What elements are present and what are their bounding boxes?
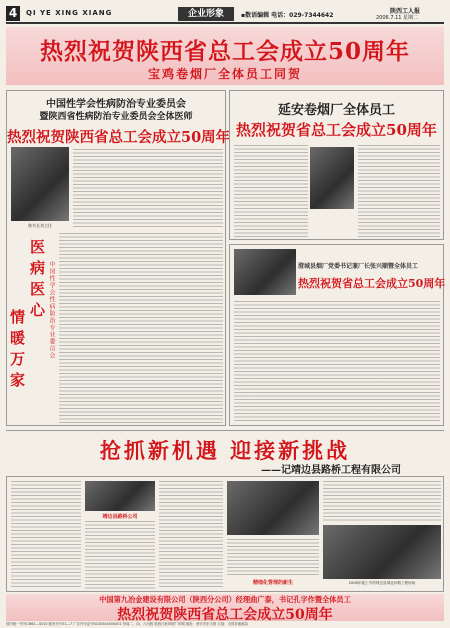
right1-title: 延安卷烟厂全体员工: [277, 103, 395, 118]
masthead: [6, 6, 444, 24]
construction-photo-2: [323, 525, 441, 579]
footer: 国内统一刊号CN61—0010 邮发代号51—7 广告许可证号6100004000001 每周二、四、六出版 陕西日报印刷厂印刷 地址：西安市东大街 订阅：全国各地邮局: [6, 622, 248, 626]
right1-body-left: [234, 145, 308, 237]
portrait-caption: 秘书长刘主任: [28, 223, 52, 228]
left-article: [6, 90, 231, 426]
right1-headline: 热烈祝贺省总工会成立50周年: [236, 121, 437, 139]
bottom-section: [6, 476, 444, 592]
paper-name: 陕西工人报: [390, 8, 421, 15]
bottom-col-5: [323, 481, 441, 521]
left-body-main: [59, 233, 223, 423]
right2-title: 澄城县烟厂党委书记兼厂长张兴顺暨全体员工: [298, 263, 419, 270]
left-body-top: [73, 149, 223, 229]
section-title: 企业形象: [178, 7, 234, 21]
bottom-banner-line1: 中国第九冶金建设有限公司（陕西分公司）经理曲广泰，书记孔字作暨全体员工: [99, 595, 351, 604]
middle-slogan: 抢抓新机遇 迎接新挑战: [99, 438, 351, 463]
portrait-photo: [11, 147, 69, 221]
right2-headline: 热烈祝贺省总工会成立50周年: [298, 277, 446, 290]
right2-body: [234, 301, 440, 423]
bottom-col-2: [85, 521, 155, 589]
bottom-col-3: [159, 481, 223, 589]
top-banner-headline: 热烈祝贺陕西省总工会成立50周年: [39, 38, 410, 65]
middle-banner: [6, 430, 444, 474]
left-headline: 热烈祝贺陕西省总工会成立50周年: [7, 129, 231, 146]
right-article-2: [229, 244, 444, 426]
inset-title: 靖边县路桥公司: [102, 514, 138, 520]
bottom-col-4: [227, 539, 319, 577]
bottom-banner-line2: 热烈祝贺陕西省总工会成立50周年: [117, 607, 333, 623]
bottom-col-1: [11, 481, 81, 589]
editor-phone: ▪数语编辑 电话：029-7344642: [241, 12, 334, 19]
right1-body-right: [358, 145, 440, 237]
vertical-side-text: 中国性学会性病防治专业委员会: [48, 261, 55, 359]
left-org-line2: 暨陕西省性病防治专业委员会全体医师: [39, 112, 193, 122]
vertical-slogan-1: 医病医心: [28, 239, 46, 323]
issue-date: 2006.7.11 星期二: [376, 15, 419, 21]
top-banner-subline: 宝鸡卷烟厂全体员工同贺: [147, 67, 302, 81]
caption-right: 2006年施工中的靖边县城北环路工程现场: [348, 581, 416, 585]
factory-photo: [234, 249, 296, 295]
inset-photo: [85, 481, 155, 511]
left-org-line1: 中国性学会性病防治专业委员会: [46, 99, 186, 110]
vertical-slogan-2: 情暖万家: [8, 309, 26, 393]
right-article-1: [229, 90, 444, 240]
page-pinyin: QI YE XING XIANG: [26, 9, 113, 17]
top-banner: [6, 27, 444, 85]
page-number: 4: [6, 6, 20, 21]
caption-left: 精细化管理的新生: [252, 580, 293, 586]
director-photo: [310, 147, 354, 209]
bottom-banner: [6, 594, 444, 621]
middle-byline: ——记靖边县路桥工程有限公司: [261, 465, 401, 476]
construction-photo-1: [227, 481, 319, 535]
